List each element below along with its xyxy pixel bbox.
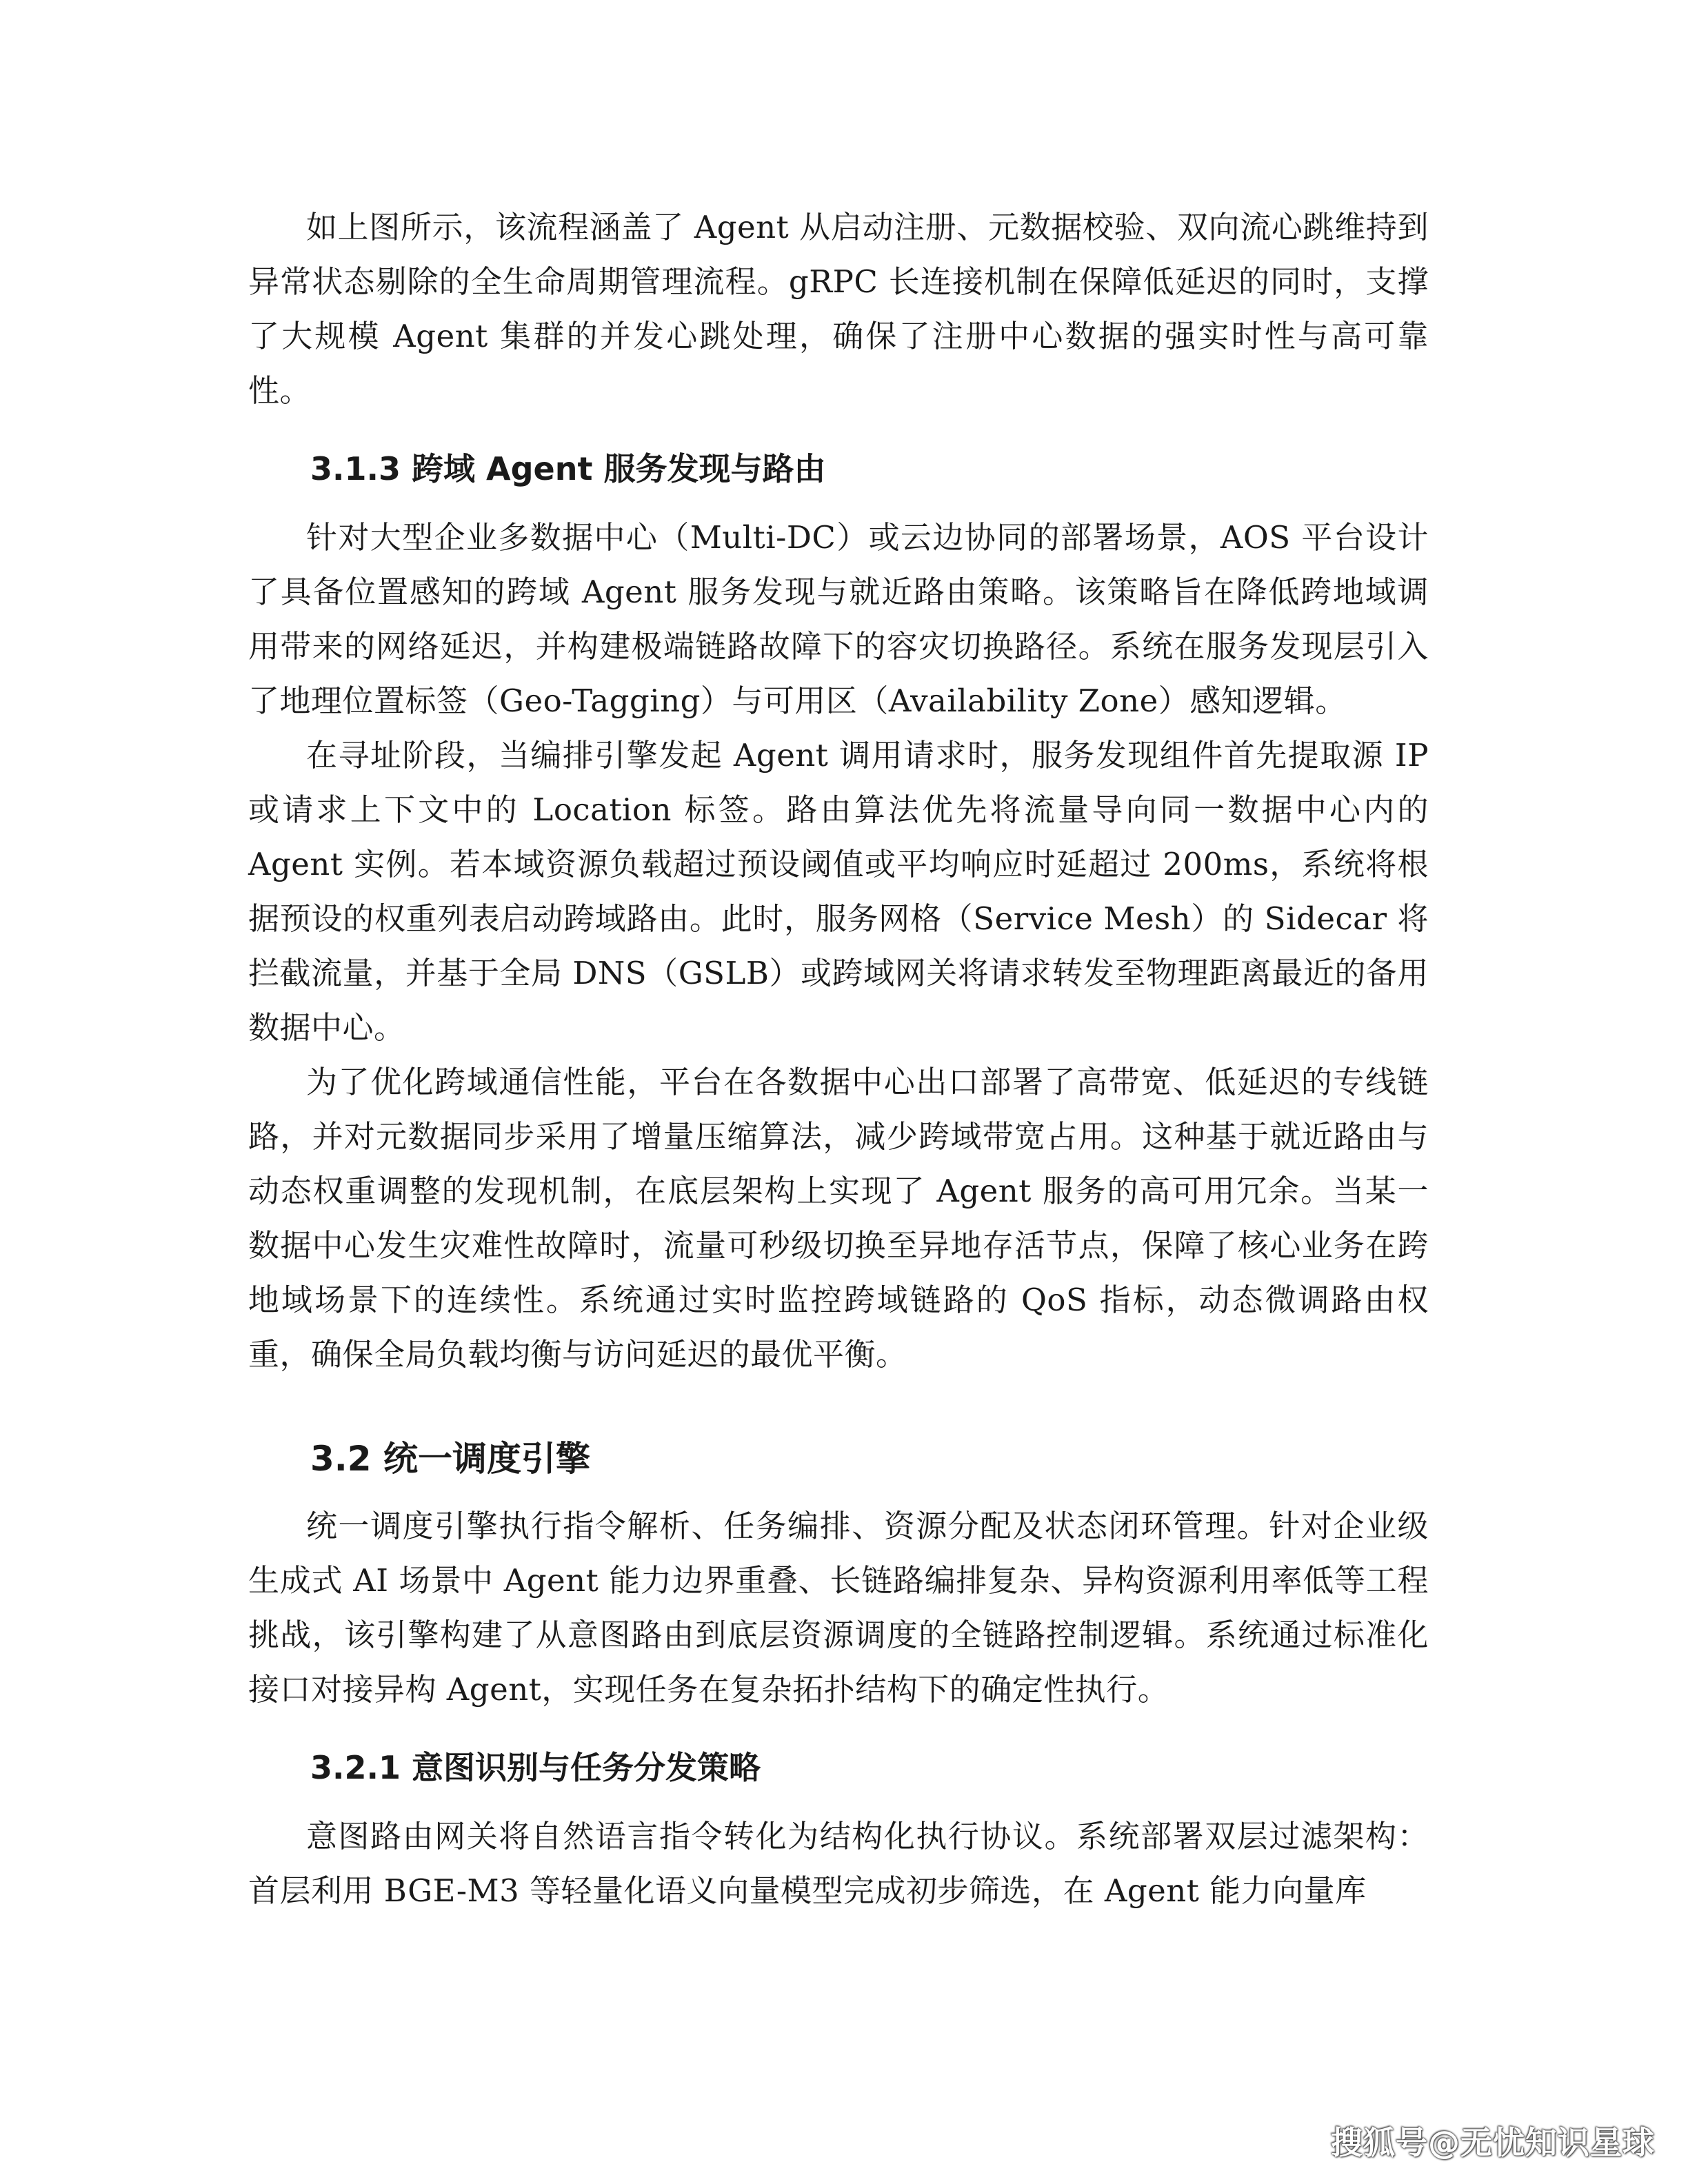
paragraph-addressing: 在寻址阶段，当编排引擎发起 Agent 调用请求时，服务发现组件首先提取源 IP 或请求上下文中的 Location 标签。路由算法优先将流量导向同一数据中心内的 Agent 实例。若本域资源负载超过预设阈值或平均响应时延超过 200ms，系统将根据预设的权重列表启动跨域路由。此时，服务网格（Service Mesh）的 Sidecar 将拦截流量，并基于全局 DNS（GSLB）或跨域网关将请求转发至物理距离最近的备用数据中心。 — [248, 737, 1429, 1046]
heading-3-1-3: 3.1.3 跨域 Agent 服务发现与路由 — [310, 450, 826, 487]
paragraph-optimization: 为了优化跨域通信性能，平台在各数据中心出口部署了高带宽、低延迟的专线链路，并对元数据同步采用了增量压缩算法，减少跨域带宽占用。这种基于就近路由与动态权重调整的发现机制，在底层架构上实现了 Agent 服务的高可用冗余。当某一数据中心发生灾难性故障时，流量可秒级切换至异地存活节点，保障了核心业务在跨地域场景下的连续性。系统通过实时监控跨域链路的 QoS 指标，动态微调路由权重，确保全局负载均衡与访问延迟的最优平衡。 — [248, 1064, 1429, 1373]
watermark-text: 搜狐号@无忧知识星球 — [1331, 2124, 1655, 2161]
heading-3-2-1: 3.2.1 意图识别与任务分发策略 — [310, 1749, 761, 1786]
paragraph-lifecycle: 如上图所示，该流程涵盖了 Agent 从启动注册、元数据校验、双向流心跳维持到异常状态剔除的全生命周期管理流程。gRPC 长连接机制在保障低延迟的同时，支撑了大规模 Agent 集群的并发心跳处理，确保了注册中心数据的强实时性与高可靠性。 — [248, 209, 1429, 409]
heading-3-2: 3.2 统一调度引擎 — [310, 1439, 590, 1479]
document-page — [248, 200, 1429, 1918]
paragraph-intent-routing: 意图路由网关将自然语言指令转化为结构化执行协议。系统部署双层过滤架构：首层利用 BGE-M3 等轻量化语义向量模型完成初步筛选，在 Agent 能力向量库 — [248, 1818, 1429, 1909]
paragraph-cross-domain-intro: 针对大型企业多数据中心（Multi-DC）或云边协同的部署场景，AOS 平台设计了具备位置感知的跨域 Agent 服务发现与就近路由策略。该策略旨在降低跨地域调用带来的网络延迟，并构建极端链路故障下的容灾切换路径。系统在服务发现层引入了地理位置标签（Geo-Tagging）与可用区（Availability Zone）感知逻辑。 — [248, 519, 1429, 719]
paragraph-scheduler: 统一调度引擎执行指令解析、任务编排、资源分配及状态闭环管理。针对企业级生成式 AI 场景中 Agent 能力边界重叠、长链路编排复杂、异构资源利用率低等工程挑战，该引擎构建了从意图路由到底层资源调度的全链路控制逻辑。系统通过标准化接口对接异构 Agent，实现任务在复杂拓扑结构下的确定性执行。 — [248, 1508, 1429, 1708]
